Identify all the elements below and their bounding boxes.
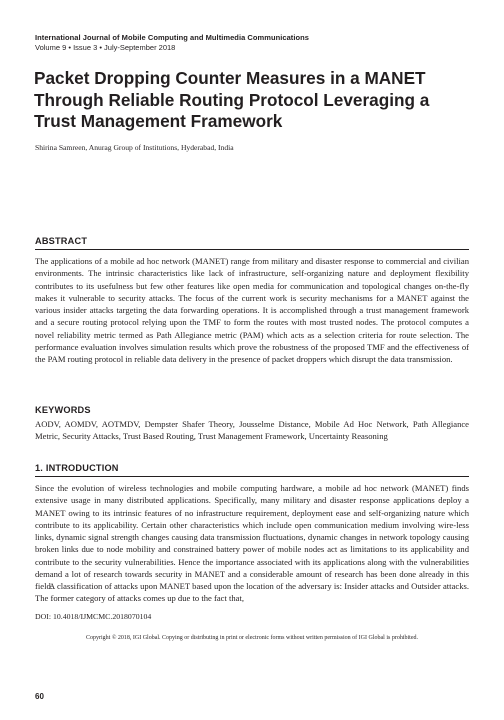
introduction-paragraph-2-text: A classification of attacks upon MANET based upon the location of the adversary is: Insider attacks and Outsider attacks. The former category of attacks comes up due to the fact that,: [35, 581, 469, 604]
paper-title: Packet Dropping Counter Measures in a MANET Through Reliable Routing Protocol Leveraging a Trust Management Framework: [34, 68, 430, 131]
introduction-paragraph-2: [35, 580, 469, 605]
introduction-paragraph: Since the evolution of wireless technologies and mobile computing hardware, a mobile ad hoc network (MANET) finds extensive usage in many distributed applications. Specifically, many military and disaster response applications deploy a MANET owing to its intrinsic features of no infrastructure requirement, deployment ease and self-organizing nature which contribute to its applicability. Certain other characteristics which include open communication medium involving wire-less links, dynamic signal strength changes causing data transmission fluctuations, dynamic changes in network topology causing broken links due to node mobility and constrained battery power of mobile nodes act as limitations to its applicability and contribute to the security vulnerabilities. Hence the importance associated with its applications along with the vulnerabilities demand a lot of research towards security in MANET and a considerable amount of research has been done already in this field.: [35, 483, 469, 592]
abstract-text: The applications of a mobile ad hoc network (MANET) range from military and disaster response to commercial and civilian environments. The intrinsic characteristics like lack of infrastructure, self-organizing nature and deployment flexibility contributes to its usefulness but few other features like open media for communication and topological changes on-the-fly makes it vulnerable to security attacks. The focus of the current work is security mechanisms for a MANET against the various insider attacks targeting the data forwarding operations. It is accomplished through a trust management framework and a secure routing protocol relying upon the TMF to form the routes with most trusted nodes. The protocol computes a novel reliability metric termed as Path Allegiance metric (PAM) which acts as a selection criteria for route selection. The performance evaluation involves simulation results which prove the robustness of the proposed TMF and the effectiveness of the PAM routing protocol in reliable data delivery in the presence of packet droppers which disrupt the data transmission.: [35, 256, 469, 365]
keywords-heading: KEYWORDS: [35, 405, 91, 415]
abstract-divider: [35, 249, 469, 250]
page-number: 60: [35, 692, 44, 701]
keywords-text: AODV, AOMDV, AOTMDV, Dempster Shafer Theory, Jousselme Distance, Mobile Ad Hoc Network, Path Allegiance Metric, Security Attacks, Trust Based Routing, Trust Management Framework, Uncertainty Reasoning: [35, 419, 469, 442]
journal-title: International Journal of Mobile Computing and Multimedia Communications: [35, 33, 309, 42]
introduction-divider: [35, 476, 469, 477]
abstract-heading: ABSTRACT: [35, 236, 88, 246]
journal-issue: Volume 9 • Issue 3 • July-September 2018: [35, 43, 176, 52]
doi: DOI: 10.4018/IJMCMC.2018070104: [35, 612, 152, 621]
author-affiliation: Shirina Samreen, Anurag Group of Institutions, Hyderabad, India: [35, 143, 234, 152]
copyright-notice: Copyright © 2018, IGI Global. Copying or distributing in print or electronic forms without written permission of IGI Global is prohibited.: [85, 635, 418, 641]
introduction-heading: 1. INTRODUCTION: [35, 463, 119, 473]
